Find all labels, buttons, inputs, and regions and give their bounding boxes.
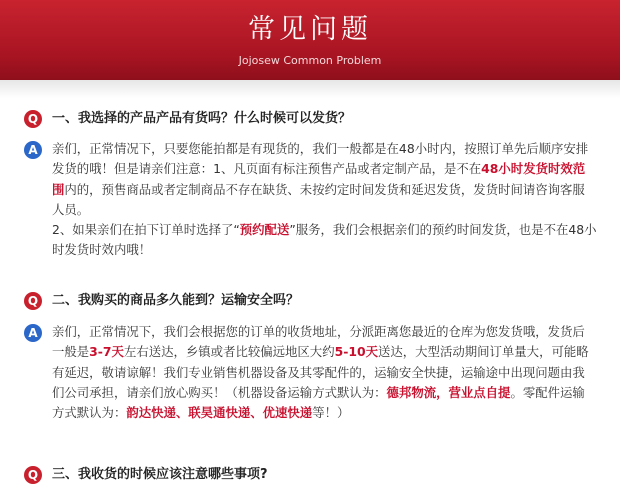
answer-text: 送达，大型活动期间订单量大，可能略有延迟，敬请谅解！我们专业销售机器设备及其零配件的，运输安全快捷，运输途中出现问题由我们公司承担，请亲们放心购买！（机器设备运输方式默认为： bbox=[52, 344, 589, 400]
answer-text: 。零配件运输方式默认为： bbox=[52, 384, 585, 421]
answer-badge-icon: A bbox=[24, 141, 42, 159]
faq-banner bbox=[0, 0, 620, 80]
faq-question-3: 三、我收货的时候应该注意哪些事项? bbox=[52, 467, 268, 482]
question-badge-icon: Q bbox=[24, 466, 42, 484]
page-title: 常见问题 bbox=[248, 14, 372, 45]
faq-answer-1-para-2 bbox=[52, 220, 597, 261]
highlight-text: 韵达快递、联昊通快递、优速快递 bbox=[126, 405, 313, 421]
highlight-text: 5-10天 bbox=[334, 344, 378, 360]
answer-text: 等！） bbox=[312, 405, 350, 421]
highlight-text: 德邦物流，营业点自提 bbox=[386, 384, 511, 400]
answer-text: 亲们，正常情况下，我们会根据您的订单的收货地址，分派距离您最近的仓库为您发货哦，发货后一般是 bbox=[52, 324, 585, 360]
highlight-text: 预约配送 bbox=[239, 222, 290, 238]
answer-text: 亲们，正常情况下，只要您能拍都是有现货的，我们一般都是在48小时内，按照订单先后顺序安排发货的哦！但是请亲们注意：1、凡页面有标注预售产品或者定制产品，是不在 bbox=[52, 141, 589, 177]
faq-question-2: 二、我购买的商品多久能到？运输安全吗？ bbox=[52, 293, 300, 308]
answer-text: 内的，预售商品或者定制商品不存在缺货、未按约定时间发货和延迟发货，发货时间请咨询客服人员。 bbox=[52, 181, 585, 217]
page-subtitle: Jojosew Common Problem bbox=[238, 54, 382, 67]
highlight-text: 3-7天 bbox=[89, 344, 124, 360]
question-badge-icon: Q bbox=[24, 292, 42, 310]
faq-answer-2 bbox=[52, 322, 597, 423]
faq-answer-1 bbox=[52, 139, 597, 261]
faq-answer-1-para-1 bbox=[52, 139, 597, 220]
answer-text: ”服务，我们会根据亲们的预约时间发货，也是不在48小时发货时效内哦！ bbox=[52, 222, 597, 258]
banner-shadow bbox=[0, 80, 620, 98]
answer-text: 2、如果亲们在拍下订单时选择了“ bbox=[52, 222, 240, 238]
answer-text: 左右送达，乡镇或者比较偏远地区大约 bbox=[123, 344, 335, 360]
highlight-text: 48小时发货时效范围 bbox=[52, 161, 586, 197]
answer-badge-icon: A bbox=[24, 324, 42, 342]
question-badge-icon: Q bbox=[24, 110, 42, 128]
faq-question-1: 一、我选择的产品产品有货吗？什么时候可以发货？ bbox=[52, 111, 352, 126]
